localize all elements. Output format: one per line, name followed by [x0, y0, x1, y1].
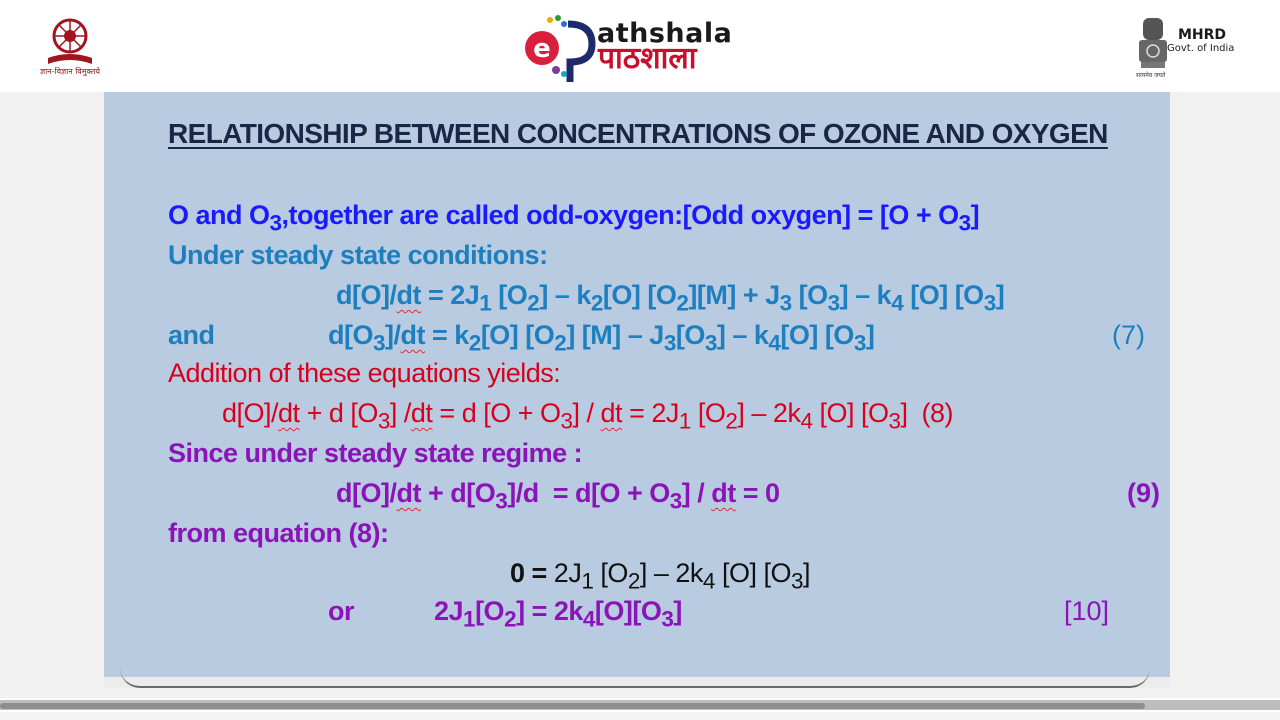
equation-number-8: (8) [921, 398, 954, 428]
ugc-tagline: ज्ञान-विज्ञान विमुक्तये [39, 67, 101, 76]
equation-number-7: (7) [1112, 320, 1145, 350]
equation-rate-o3: $d[O_3]/dt = k_2[O]$ $[O_2]$ $[M] - J_3[O_3] - k_4[O]$ $[O_3]$ [328, 320, 875, 356]
logo-title: athshala [597, 18, 733, 49]
steady-regime-heading: Since under steady state regime : [168, 438, 583, 468]
or-label: or [328, 596, 354, 626]
steady-state-heading: Under steady state conditions: [168, 240, 548, 270]
equation-rate-o: $d[O]/dt = 2J_1$ $[O_2] - k_2[O] [O_2][M] + J_3$ $[O_3] - k_4$ [O] $[O_3]$ [336, 280, 1005, 316]
equation-number-9: (9) [1127, 478, 1160, 508]
bottom-strip [0, 712, 1280, 720]
slide-curl [120, 668, 1150, 688]
equation-zero-balance: $0 = 2J_1$ $[O_2] - 2k_4$ [O] $[O_3]$ [510, 558, 810, 594]
and-label: and [168, 320, 215, 350]
mhrd-title: MHRD [1178, 27, 1227, 43]
mhrd-subtitle: Govt. of India [1167, 43, 1235, 54]
equation-sum: d[O]/dt + d $[O_3] /dt = d$ $[O + O_3]$ / dt = $2J_1$ $[O_2] - 2k_4$ [O] $[O_3]$ (8) [222, 398, 954, 434]
mhrd-motto: सत्यमेव जयते [1136, 72, 1166, 79]
svg-text:e: e [533, 34, 551, 64]
equation-steady-zero: $d[O]/dt + d[O_3]/d = d[O + O_3]$ / dt = 0 [336, 478, 780, 514]
from-equation-heading: from equation (8): [168, 518, 389, 548]
ashoka-emblem-icon [1135, 14, 1171, 78]
progress-fill [0, 703, 1145, 709]
odd-oxygen-definition: O and $O_3,together$ are called odd-oxygen:[Odd oxygen] = $[O + O_3]$ [168, 200, 980, 236]
equation-number-10: [10] [1064, 596, 1110, 626]
logo-hindi-title: पाठशाला [598, 41, 697, 76]
slide-title: RELATIONSHIP BETWEEN CONCENTRATIONS OF OZONE AND OXYGEN [168, 118, 1108, 149]
addition-heading: Addition of these equations yields: [168, 358, 561, 388]
equation-final: $2J_1[O_2] = 2k_4[O][O_3]$ [434, 596, 682, 632]
header-bar [0, 0, 1280, 92]
